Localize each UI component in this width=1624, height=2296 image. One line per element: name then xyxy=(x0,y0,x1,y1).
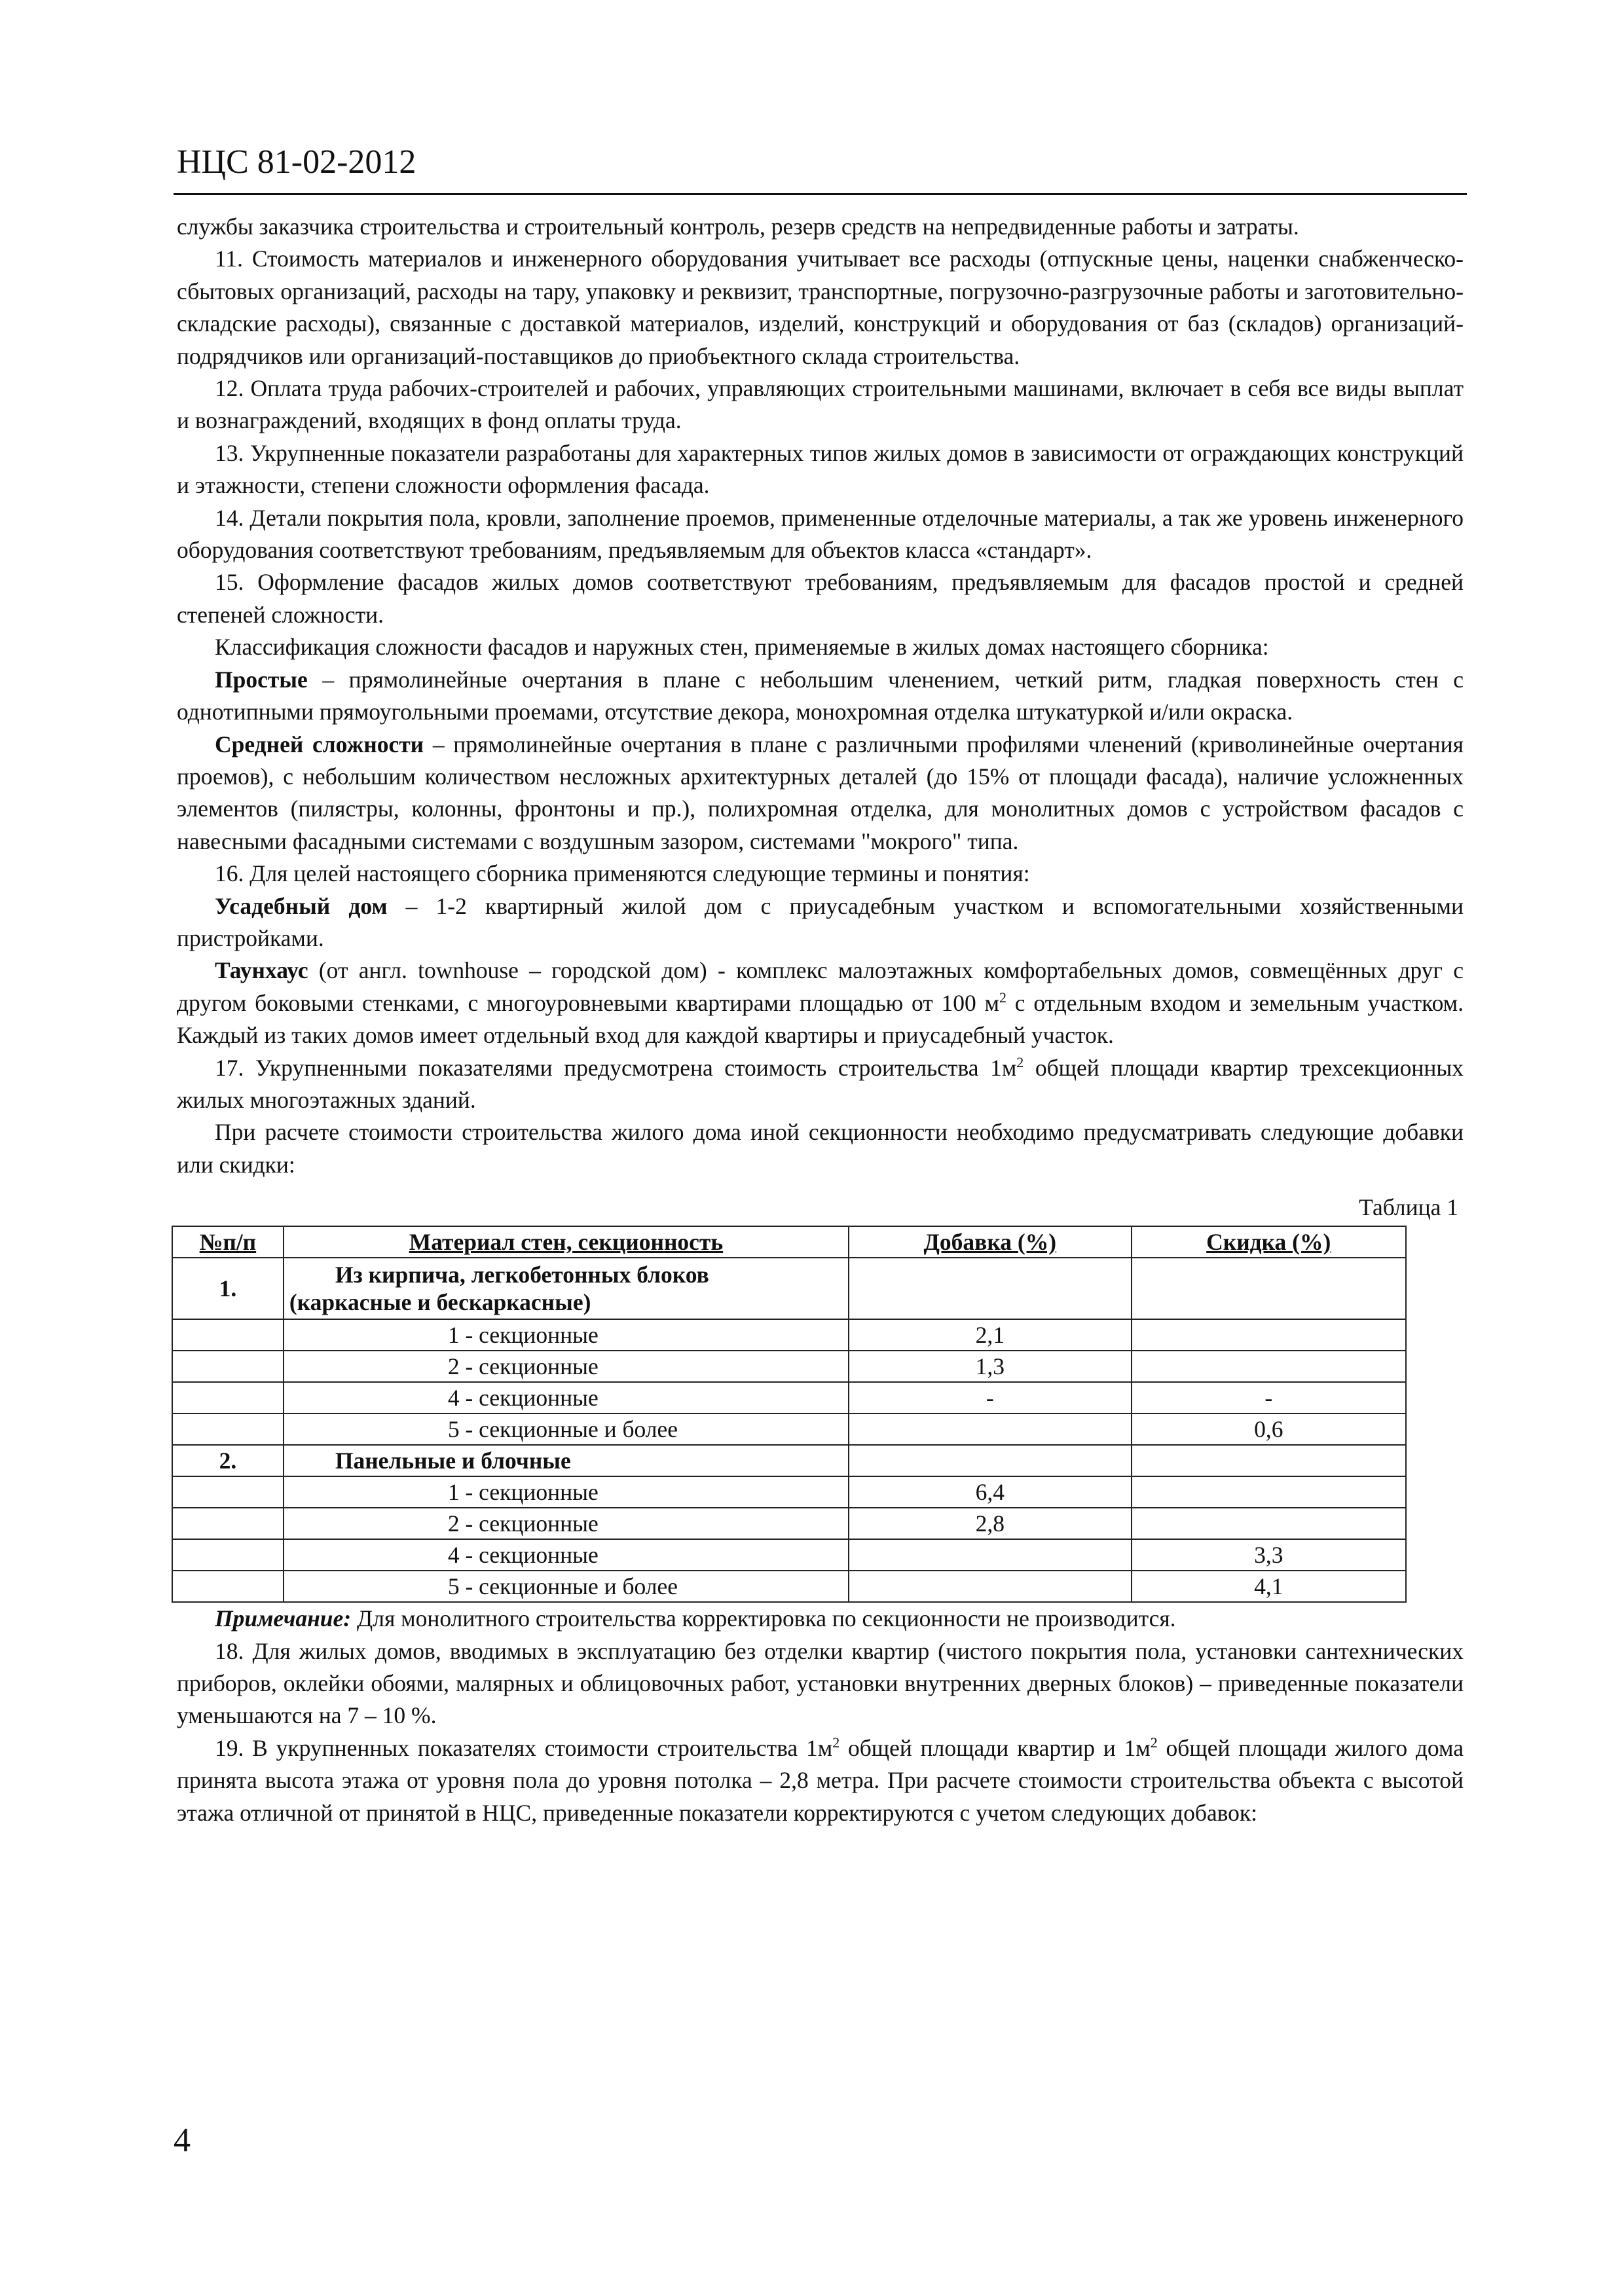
group-number: 2. xyxy=(172,1445,284,1476)
row-discount xyxy=(1132,1508,1407,1539)
note-label: Примечание: xyxy=(215,1605,352,1632)
row-discount xyxy=(1132,1476,1407,1508)
term-simple: Простые xyxy=(215,666,308,693)
paragraph-17-text-a: 17. Укрупненными показателями предусмотрена стоимость строительства 1м xyxy=(215,1054,1017,1081)
table-group-row xyxy=(172,1258,1406,1319)
definition-estate-text: – 1-2 квартирный жилой дом с приусадебным участком и вспомогательными хозяйственными пристройками. xyxy=(177,892,1464,951)
paragraph-17-addendum: При расчете стоимости строительства жилого дома иной секционности необходимо предусматривать следующие добавки или скидки: xyxy=(177,1119,1464,1178)
row-label: 2 - секционные xyxy=(284,1351,849,1382)
table-cell xyxy=(172,1539,284,1571)
paragraph-12: 12. Оплата труда рабочих-строителей и рабочих, управляющих строительными машинами, включает в себя все виды выплат и вознаграждений, входящих в фонд оплаты труда. xyxy=(177,375,1464,434)
row-addition: 6,4 xyxy=(849,1476,1131,1508)
document-body xyxy=(177,211,1464,1829)
table-cell xyxy=(1132,1445,1407,1476)
paragraph-16: 16. Для целей настоящего сборника применяются следующие термины и понятия: xyxy=(215,860,1030,887)
row-addition xyxy=(849,1413,1131,1445)
row-addition: 2,1 xyxy=(849,1319,1131,1351)
group-number: 1. xyxy=(172,1258,284,1319)
column-header-addition: Добавка (%) xyxy=(849,1226,1131,1258)
paragraph-facade-classification: Классификация сложности фасадов и наружных стен, применяемые в жилых домах настоящего сборника: xyxy=(215,634,1269,661)
table-header-row xyxy=(172,1226,1406,1258)
page-number: 4 xyxy=(174,2122,191,2159)
row-label: 1 - секционные xyxy=(284,1476,849,1508)
row-label: 5 - секционные и более xyxy=(284,1571,849,1602)
table-row xyxy=(172,1539,1406,1571)
table-cell xyxy=(172,1571,284,1602)
table-note xyxy=(177,1603,1464,1635)
table-cell xyxy=(172,1476,284,1508)
row-discount: 4,1 xyxy=(1132,1571,1407,1602)
table-caption: Таблица 1 xyxy=(1359,1194,1458,1221)
table-cell xyxy=(172,1351,284,1382)
table-row xyxy=(172,1476,1406,1508)
paragraph-18: 18. Для жилых домов, вводимых в эксплуатацию без отделки квартир (чистого покрытия пола, установки сантехнических приборов, оклейки обоями, малярных и облицовочных работ, установки внутренних дверных блоков) – приведенные показатели уменьшаются на 7 – 10 %. xyxy=(177,1637,1464,1729)
definition-townhouse-text-a: (от англ. townhouse – городской дом) - комплекс малоэтажных комфортабельных домов, совмещённых друг с другом боковыми стенками, с многоуровневыми квартирами площадью от 100 м xyxy=(177,957,1464,1016)
superscript: 2 xyxy=(832,1734,840,1751)
table-cell xyxy=(849,1258,1131,1319)
row-discount: 0,6 xyxy=(1132,1413,1407,1445)
group-title-line1: Из кирпича, легкобетонных блоков xyxy=(335,1262,709,1288)
table-row xyxy=(172,1351,1406,1382)
group-title-line2: (каркасные и бескаркасные) xyxy=(289,1289,591,1316)
table-row xyxy=(172,1571,1406,1602)
superscript: 2 xyxy=(1016,1053,1024,1070)
table-row xyxy=(172,1382,1406,1413)
row-discount xyxy=(1132,1319,1407,1351)
definition-estate-house xyxy=(177,890,1464,955)
row-addition: 2,8 xyxy=(849,1508,1131,1539)
row-label: 4 - секционные xyxy=(284,1539,849,1571)
column-header-number: №п/п xyxy=(172,1226,284,1258)
definition-medium xyxy=(177,729,1464,858)
term-estate-house: Усадебный дом xyxy=(215,892,388,919)
term-medium: Средней сложности xyxy=(215,731,424,757)
row-discount: - xyxy=(1132,1382,1407,1413)
table-cell xyxy=(172,1508,284,1539)
row-addition: 1,3 xyxy=(849,1351,1131,1382)
paragraph-13: 13. Укрупненные показатели разработаны для характерных типов жилых домов в зависимости от ограждающих конструкций и этажности, степени сложности оформления фасада. xyxy=(177,439,1464,499)
paragraph-19-text-a: 19. В укрупненных показателях стоимости строительства 1м xyxy=(215,1734,833,1761)
table-cell xyxy=(1132,1258,1407,1319)
superscript: 2 xyxy=(1150,1734,1158,1751)
table-cell xyxy=(172,1413,284,1445)
row-label: 2 - секционные xyxy=(284,1508,849,1539)
paragraph-17-text-b: общей площади квартир трехсекционных жилых многоэтажных зданий. xyxy=(177,1054,1464,1113)
definition-simple-text: – прямолинейные очертания в плане с небольшим членением, четкий ритм, гладкая поверхность стен с однотипными прямоугольными проемами, отсутствие декора, монохромная отделка штукатуркой и/или окраска. xyxy=(177,666,1464,725)
paragraph-continuation: службы заказчика строительства и строительный контроль, резерв средств на непредвиденные работы и затраты. xyxy=(177,213,1299,240)
group-title: Панельные и блочные xyxy=(284,1445,849,1476)
table-cell xyxy=(849,1445,1131,1476)
table-row xyxy=(172,1413,1406,1445)
table-cell xyxy=(172,1319,284,1351)
paragraph-14: 14. Детали покрытия пола, кровли, заполнение проемов, примененные отделочные материалы, а так же уровень инженерного оборудования соответствуют требованиям, предъявляемым для объектов класса «стандарт». xyxy=(177,504,1464,564)
paragraph-19-text-b: общей площади квартир и 1м xyxy=(840,1734,1151,1761)
superscript: 2 xyxy=(999,989,1007,1006)
group-title xyxy=(284,1258,849,1319)
row-discount xyxy=(1132,1351,1407,1382)
column-header-material: Материал стен, секционность xyxy=(284,1226,849,1258)
column-header-discount: Скидка (%) xyxy=(1132,1226,1407,1258)
header-divider xyxy=(174,193,1467,195)
table-row xyxy=(172,1508,1406,1539)
row-label: 4 - секционные xyxy=(284,1382,849,1413)
paragraph-11: 11. Стоимость материалов и инженерного оборудования учитывает все расходы (отпускные цены, наценки снабженческо-сбытовых организаций, расходы на тару, упаковку и реквизит, транспортные, погрузочно-разгрузочные работы и заготовительно-складские расходы), связанные с доставкой материалов, изделий, конструкций и оборудования от баз (складов) организаций-подрядчиков или организаций-поставщиков до приобъектного склада строительства. xyxy=(177,246,1464,369)
paragraph-19 xyxy=(177,1732,1464,1829)
row-label: 1 - секционные xyxy=(284,1319,849,1351)
note-text: Для монолитного строительства корректировка по секционности не производится. xyxy=(351,1605,1176,1632)
row-addition: - xyxy=(849,1382,1131,1413)
definition-townhouse-text-b: с отдельным входом и земельным участком. Каждый из таких домов имеет отдельный вход для каждой квартиры и приусадебный участок. xyxy=(177,989,1464,1049)
row-addition xyxy=(849,1571,1131,1602)
paragraph-19-text-c: общей площади жилого дома принята высота этажа от уровня пола до уровня потолка – 2,8 метра. При расчете стоимости строительства объекта с высотой этажа отличной от принятой в НЦС, приведенные показатели корректируются с учетом следующих добавок: xyxy=(177,1734,1464,1826)
sectionality-table xyxy=(172,1226,1407,1603)
row-label: 5 - секционные и более xyxy=(284,1413,849,1445)
paragraph-17 xyxy=(177,1052,1464,1117)
table-row xyxy=(172,1319,1406,1351)
paragraph-15: 15. Оформление фасадов жилых домов соответствуют требованиям, предъявляемым для фасадов простой и средней степеней сложности. xyxy=(177,569,1464,628)
row-discount: 3,3 xyxy=(1132,1539,1407,1571)
term-townhouse: Таунхаус xyxy=(215,957,308,984)
definition-townhouse xyxy=(177,955,1464,1051)
definition-medium-text: – прямолинейные очертания в плане с различными профилями членений (криволинейные очертания проемов), с небольшим количеством несложных архитектурных деталей (до 15% от площади фасада), наличие усложненных элементов (пилястры, колонны, фронтоны и пр.), полихромная отделка, для монолитных домов с устройством фасадов с навесными фасадными системами с воздушным зазором, системами "мокрого" типа. xyxy=(177,731,1464,854)
document-code-header: НЦС 81-02-2012 xyxy=(177,143,416,181)
table-cell xyxy=(172,1382,284,1413)
definition-simple xyxy=(177,664,1464,729)
table-group-row xyxy=(172,1445,1406,1476)
row-addition xyxy=(849,1539,1131,1571)
